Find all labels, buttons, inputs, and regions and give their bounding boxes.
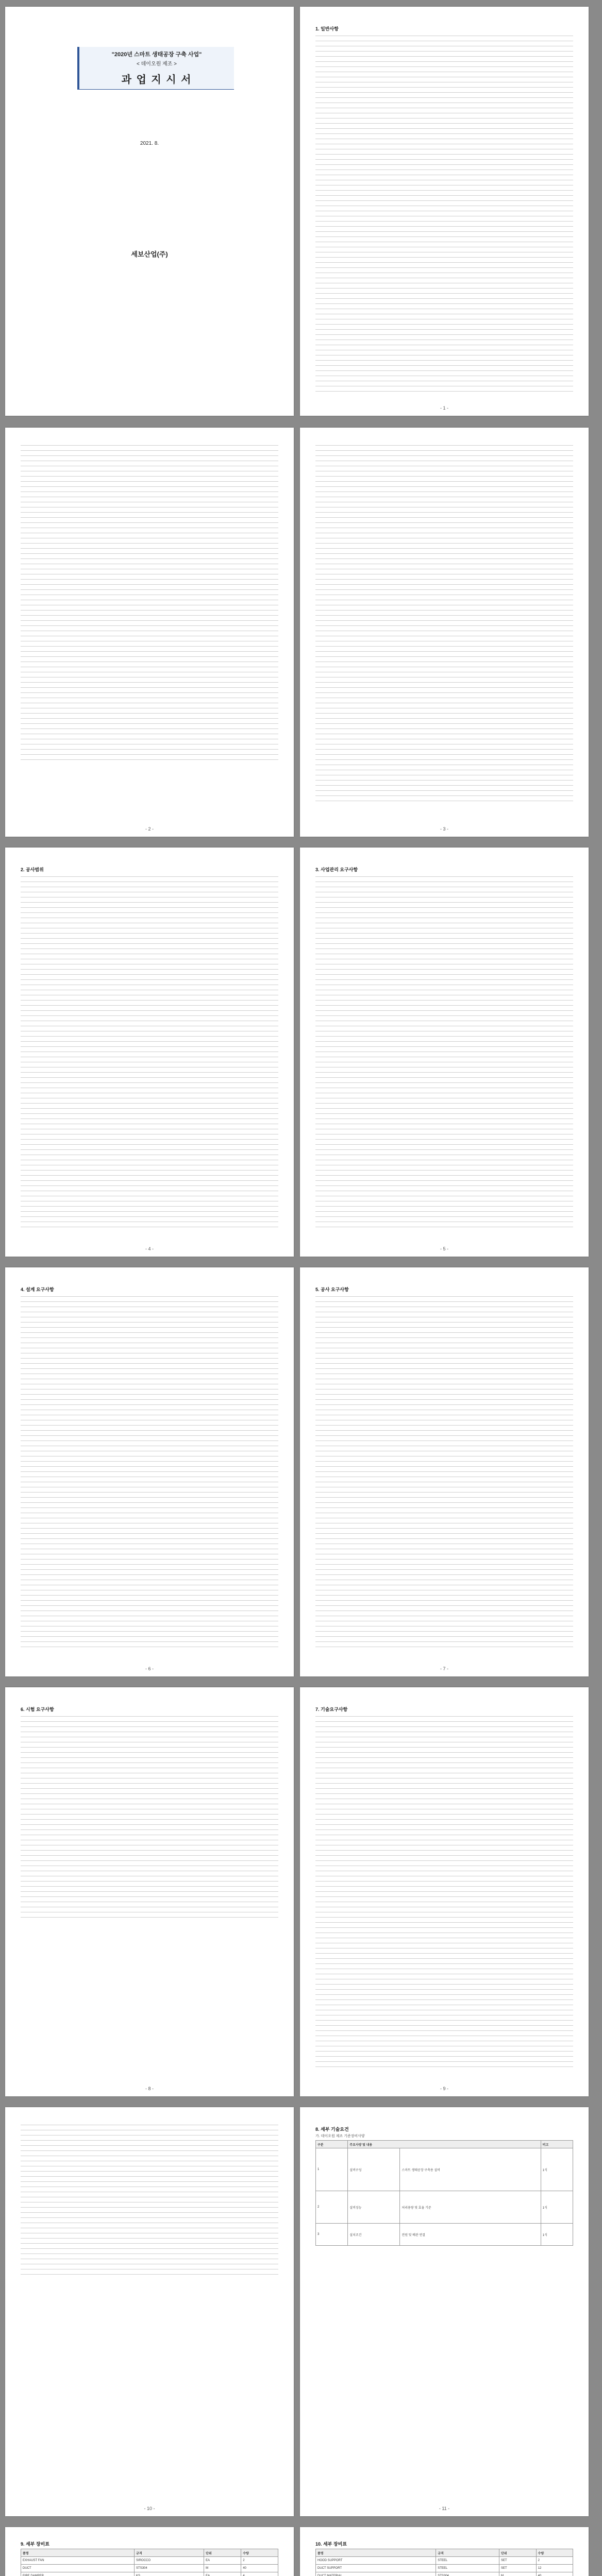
- section-heading: 8. 세부 기술요건: [315, 2127, 349, 2132]
- table-row: EXHAUST FAN SIROCCO EA 2: [21, 2557, 278, 2565]
- table-header: 단위: [204, 2549, 241, 2557]
- spec-table: [315, 2140, 573, 2246]
- page-number: - 10 -: [144, 2506, 155, 2511]
- table-header: 비고: [541, 2141, 573, 2148]
- table-cell: 1: [316, 2148, 348, 2191]
- page-13: [5, 2527, 294, 2576]
- table-cell: 1식: [541, 2191, 573, 2224]
- table-cell: 설비성능: [348, 2191, 400, 2224]
- section-heading: 1. 일반사항: [315, 26, 339, 31]
- body-text: [315, 443, 573, 804]
- table-cell: 처리용량 및 효율 기준: [400, 2191, 541, 2224]
- page-3: [5, 428, 294, 837]
- section-heading: 9. 세부 장비표: [21, 2541, 49, 2547]
- section-heading: 7. 기술요구사항: [315, 1707, 348, 1712]
- page-number: - 8 -: [145, 2086, 154, 2091]
- section-heading: 2. 공사범위: [21, 867, 44, 872]
- page-number: - 3 -: [440, 826, 448, 832]
- page-1-cover: [5, 7, 294, 416]
- page-14: [300, 2527, 589, 2576]
- page-5: [5, 848, 294, 1257]
- section-heading: 5. 공사 요구사항: [315, 1287, 349, 1292]
- table-row: DUCT SUPPORT STEEL SET 12: [316, 2565, 573, 2572]
- table-cell: 설치조건: [348, 2224, 400, 2246]
- page-6: [300, 848, 589, 1257]
- cover-main-title: 과 업 지 시 서: [121, 74, 192, 86]
- table-cell: 전원 및 배관 연결: [400, 2224, 541, 2246]
- page-number: - 4 -: [145, 1246, 154, 1251]
- page-number: - 11 -: [439, 2506, 450, 2511]
- body-text: [21, 1294, 278, 1650]
- body-text: [21, 2123, 278, 2277]
- body-text: [21, 874, 278, 1230]
- page-11: [5, 2107, 294, 2516]
- page-4: [300, 428, 589, 837]
- page-number: - 1 -: [440, 405, 448, 411]
- table-row: FIRE DAMPER KS EA 4: [21, 2572, 278, 2576]
- cover-title-line1: "2020년 스마트 생태공장 구축 사업": [111, 52, 202, 58]
- body-text: [315, 33, 573, 394]
- section-heading: 4. 설계 요구사항: [21, 1287, 54, 1292]
- table-cell: 설비구성: [348, 2148, 400, 2191]
- table-cell: 1식: [541, 2148, 573, 2191]
- body-text: [315, 1714, 573, 2070]
- table-header: 단위: [499, 2549, 537, 2557]
- table-header: 구분: [316, 2141, 348, 2148]
- page-12: [300, 2107, 589, 2516]
- page-number: - 9 -: [440, 2086, 448, 2091]
- page-8: [300, 1267, 589, 1676]
- page-number: - 5 -: [440, 1246, 448, 1251]
- table-row: [316, 2148, 573, 2191]
- table-header: 품명: [21, 2549, 135, 2557]
- table-header: 수량: [536, 2549, 573, 2557]
- table-cell: 2: [316, 2191, 348, 2224]
- body-text: [315, 874, 573, 1230]
- table-title: 가. 데이오원 제조 기준장비사양: [315, 2134, 365, 2138]
- table-row: DUCT MATERIAL STS304 M 40: [316, 2572, 573, 2576]
- page-number: - 7 -: [440, 1666, 448, 1671]
- cover-organization: 세보산업(주): [131, 250, 168, 258]
- page-9: [5, 1687, 294, 2096]
- page-7: [5, 1267, 294, 1676]
- table-header: 품명: [316, 2549, 436, 2557]
- page-number: - 2 -: [145, 826, 154, 832]
- table-row: HOOD SUPPORT STEEL SET 2: [316, 2557, 573, 2565]
- table-cell: 3: [316, 2224, 348, 2246]
- cover-date: 2021. 8.: [140, 141, 159, 146]
- table-header: 규격: [135, 2549, 204, 2557]
- body-text: [21, 443, 278, 762]
- section-heading: 10. 세부 장비표: [315, 2541, 347, 2547]
- table-cell: 1식: [541, 2224, 573, 2246]
- page-10: [300, 1687, 589, 2096]
- page-2: [300, 7, 589, 416]
- page-number: - 6 -: [145, 1666, 154, 1671]
- section-heading: 3. 사업관리 요구사항: [315, 867, 358, 872]
- table-row: [316, 2224, 573, 2246]
- table-row: DUCT STS304 M 40: [21, 2565, 278, 2572]
- section-heading: 6. 시험 요구사항: [21, 1707, 54, 1712]
- body-text: [21, 1714, 278, 1920]
- table-header: 수량: [241, 2549, 278, 2557]
- equipment-table-right: [315, 2549, 573, 2576]
- cover-title-line2: < 데이오원 제조 >: [137, 61, 177, 67]
- table-header: 주요사양 및 내용: [348, 2141, 541, 2148]
- table-cell: 스마트 생태공장 구축용 설비: [400, 2148, 541, 2191]
- body-text: [315, 1294, 573, 1650]
- table-row: [316, 2191, 573, 2224]
- cover-title-box: [77, 47, 234, 90]
- table-header: 규격: [436, 2549, 499, 2557]
- equipment-table-left: [21, 2549, 278, 2576]
